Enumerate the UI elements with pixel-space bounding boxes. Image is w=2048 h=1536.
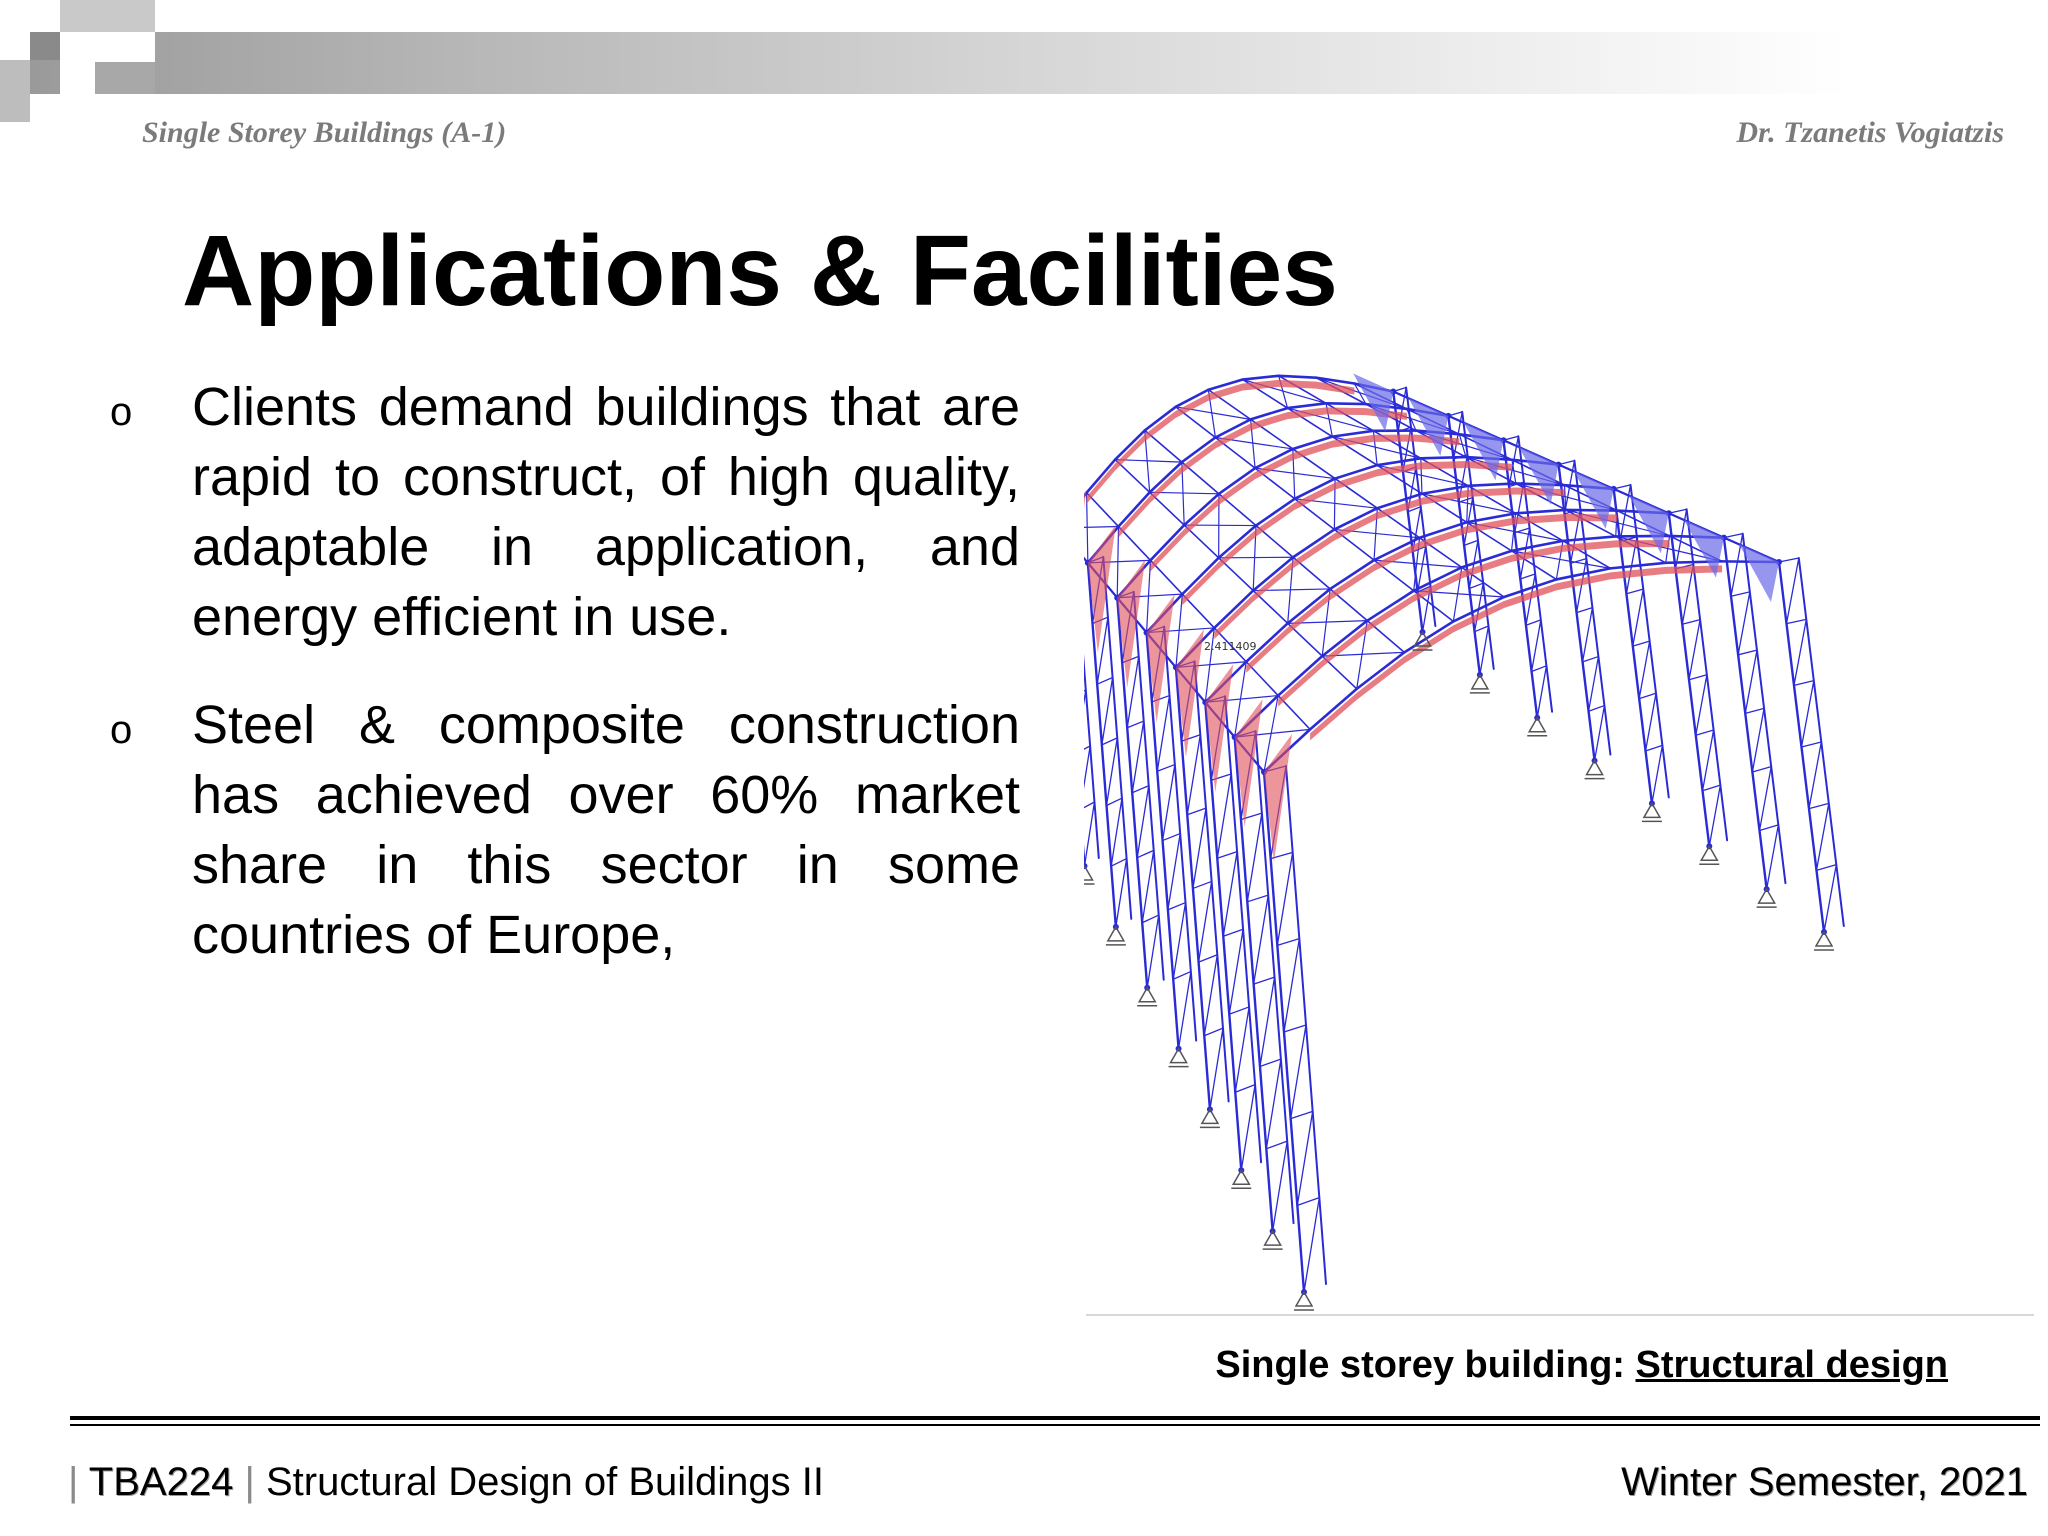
frame-member bbox=[1266, 1059, 1281, 1149]
footer-course bbox=[68, 1460, 824, 1505]
frame-member bbox=[1745, 708, 1764, 713]
footer-separator: | bbox=[68, 1460, 79, 1504]
frame-member bbox=[1646, 693, 1656, 751]
frame-member bbox=[1532, 620, 1541, 672]
frame-member bbox=[1526, 620, 1541, 625]
frame-member bbox=[1745, 650, 1757, 713]
frame-member bbox=[1304, 1198, 1319, 1292]
frame-member bbox=[1157, 696, 1169, 772]
pin-support-icon bbox=[1084, 866, 1095, 884]
frame-member bbox=[1626, 589, 1643, 594]
frame-member bbox=[1107, 738, 1118, 806]
moment-diagram-knee bbox=[1117, 560, 1145, 688]
frame-member bbox=[1787, 558, 1799, 624]
frame-member bbox=[1689, 620, 1700, 680]
decor-square bbox=[60, 0, 155, 32]
frame-member bbox=[1277, 939, 1299, 946]
frame-member bbox=[1475, 626, 1489, 632]
frame-member bbox=[1137, 850, 1154, 857]
frame-member bbox=[1459, 498, 1473, 503]
frame-member bbox=[1084, 690, 1086, 753]
frame-member bbox=[1247, 813, 1262, 902]
decor-square bbox=[95, 62, 155, 94]
frame-member bbox=[1589, 706, 1605, 712]
frame-member bbox=[1696, 675, 1707, 736]
frame-member bbox=[1223, 929, 1243, 936]
frame-member bbox=[1277, 852, 1292, 945]
decor-square bbox=[0, 60, 30, 122]
frame-member bbox=[1142, 850, 1154, 922]
frame-member bbox=[1297, 1111, 1312, 1205]
frame-member bbox=[1639, 693, 1656, 698]
frame-member bbox=[1779, 558, 1799, 562]
moment-diagram-knee bbox=[1088, 525, 1116, 653]
frame-member bbox=[1610, 563, 1665, 569]
frame-member bbox=[1516, 510, 1566, 513]
frame-member bbox=[1179, 972, 1191, 1049]
frame-member bbox=[1288, 403, 1327, 408]
bullet-list bbox=[110, 372, 1020, 1008]
frame-member bbox=[1703, 730, 1714, 791]
frame-member bbox=[1187, 735, 1200, 815]
frame-member bbox=[1752, 708, 1764, 772]
frame-member bbox=[1254, 895, 1269, 984]
frame-member bbox=[1682, 564, 1693, 624]
frame-member bbox=[1163, 834, 1181, 841]
frame-member bbox=[1163, 765, 1175, 841]
frame-member bbox=[1127, 721, 1144, 728]
frame-member bbox=[1279, 376, 1316, 378]
frame-member bbox=[1102, 738, 1117, 745]
frame-member bbox=[1217, 774, 1231, 858]
frame-member bbox=[1107, 798, 1122, 805]
frame-member bbox=[1142, 915, 1159, 923]
frame-member bbox=[1802, 742, 1822, 747]
frame-member bbox=[1652, 745, 1662, 803]
frame-member bbox=[1204, 1028, 1223, 1036]
frame-member bbox=[1157, 765, 1175, 772]
frame-member bbox=[1260, 977, 1275, 1066]
frame-member bbox=[1787, 619, 1807, 623]
frame-member bbox=[1210, 1028, 1223, 1109]
frame-member bbox=[1118, 492, 1149, 526]
frame-member bbox=[1760, 767, 1772, 831]
frame-member bbox=[1577, 608, 1593, 613]
bullet-marker: o bbox=[110, 390, 133, 434]
frame-member bbox=[1595, 706, 1605, 761]
frame-member bbox=[1532, 666, 1547, 672]
frame-member bbox=[1583, 608, 1593, 662]
frame-member bbox=[1085, 802, 1095, 866]
frame-member bbox=[1297, 1198, 1319, 1206]
frame-member bbox=[1284, 1025, 1306, 1032]
frame-member bbox=[1469, 583, 1483, 588]
frame-member bbox=[1204, 955, 1217, 1036]
frame-member bbox=[1260, 1059, 1281, 1066]
frame-member bbox=[1291, 1111, 1313, 1118]
frame-member bbox=[1173, 903, 1185, 980]
frame-member bbox=[1767, 825, 1779, 889]
frame-member bbox=[1515, 528, 1530, 533]
slide-title: Applications & Facilities bbox=[182, 215, 1338, 327]
frame-member bbox=[1235, 1007, 1249, 1092]
support-icons bbox=[1084, 632, 1834, 1310]
figure-annotation: 2.411409 bbox=[1204, 640, 1257, 653]
frame-member bbox=[1102, 678, 1113, 745]
frame-member bbox=[1646, 745, 1663, 751]
frame-member bbox=[1696, 730, 1714, 735]
frame-member bbox=[1709, 785, 1720, 846]
frame-member bbox=[1731, 592, 1750, 596]
bullet-marker: o bbox=[110, 708, 133, 752]
frame-member bbox=[1111, 798, 1122, 866]
figure-divider bbox=[1086, 1314, 2034, 1316]
frame-member bbox=[1219, 526, 1256, 558]
frame-member bbox=[1824, 865, 1836, 932]
frame-member bbox=[1284, 939, 1299, 1032]
frame-member bbox=[1168, 834, 1180, 910]
frame-member bbox=[1137, 786, 1149, 858]
frame-member bbox=[1794, 681, 1814, 686]
frame-member bbox=[1084, 746, 1090, 810]
frame-member bbox=[1116, 859, 1127, 927]
frame-member bbox=[1326, 403, 1366, 404]
frame-member bbox=[1639, 641, 1649, 698]
frame-member bbox=[1243, 376, 1279, 380]
caption-link[interactable]: Structural design bbox=[1635, 1344, 1948, 1386]
frame-member bbox=[1520, 574, 1535, 579]
frame-members bbox=[1084, 376, 1844, 1295]
moment-diagrams bbox=[1084, 374, 1779, 863]
moment-diagram-knee bbox=[1084, 490, 1087, 618]
footer-course-name: Structural Design of Buildings II bbox=[265, 1460, 824, 1504]
decor-square bbox=[30, 94, 95, 122]
frame-member bbox=[1689, 675, 1707, 680]
footer-divider bbox=[70, 1416, 2040, 1420]
frame-member bbox=[1537, 666, 1546, 718]
footer-semester: Winter Semester, 2021 bbox=[1621, 1460, 2028, 1504]
header-gradient-bar bbox=[30, 32, 1850, 94]
frame-member bbox=[1229, 1007, 1249, 1014]
footer-divider bbox=[70, 1424, 2040, 1426]
frame-member bbox=[1132, 721, 1144, 793]
frame-member bbox=[1084, 527, 1118, 528]
frame-member bbox=[1802, 681, 1814, 747]
caption-prefix: Single storey building: bbox=[1215, 1344, 1636, 1386]
frame-member bbox=[1193, 881, 1212, 888]
frame-member bbox=[1738, 650, 1757, 655]
frame-member bbox=[1464, 540, 1478, 545]
frame-member bbox=[1357, 652, 1405, 688]
frame-member bbox=[1254, 977, 1275, 984]
frame-member bbox=[1809, 742, 1821, 809]
decor-square bbox=[30, 32, 60, 60]
footer-separator: | bbox=[244, 1460, 255, 1504]
frame-member bbox=[1229, 929, 1243, 1014]
frame-member bbox=[1738, 592, 1750, 655]
figure-caption bbox=[1215, 1344, 1948, 1387]
footer-course-code: TBA224 bbox=[88, 1460, 234, 1504]
frame-member bbox=[1214, 591, 1253, 628]
frame-member bbox=[1583, 657, 1599, 662]
frame-member bbox=[1087, 460, 1116, 493]
frame-member bbox=[1326, 403, 1373, 431]
frame-member bbox=[1817, 865, 1837, 871]
frame-member bbox=[1682, 620, 1700, 625]
frame-member bbox=[1563, 536, 1616, 540]
frame-member bbox=[1633, 641, 1650, 646]
frame-member bbox=[1241, 1085, 1255, 1171]
frame-member bbox=[1199, 955, 1218, 962]
frame-member bbox=[1182, 558, 1218, 594]
frame-member bbox=[1589, 657, 1599, 712]
frame-member bbox=[1322, 621, 1367, 656]
frame-member bbox=[1760, 825, 1779, 831]
frame-member bbox=[1273, 1141, 1288, 1231]
frame-member bbox=[1809, 803, 1829, 808]
header-course-section: Single Storey Buildings (A-1) bbox=[142, 116, 507, 149]
steel-frame-structural-model bbox=[1084, 372, 2036, 1312]
frame-member bbox=[1703, 785, 1721, 791]
header-author: Dr. Tzanetis Vogiatzis bbox=[1736, 116, 2004, 149]
frame-member bbox=[1147, 915, 1159, 988]
frame-member bbox=[1752, 767, 1771, 772]
frame-member bbox=[1173, 972, 1191, 980]
frame-member bbox=[1150, 525, 1184, 560]
bullet-text: Clients demand buildings that are rapid to construct, of high quality, adaptable in application, and energy efficient in use. bbox=[192, 377, 1020, 647]
bullet-item bbox=[110, 690, 1020, 970]
frame-member bbox=[1817, 803, 1829, 870]
frame-member bbox=[1097, 678, 1112, 685]
frame-member bbox=[1168, 903, 1186, 910]
frame-member bbox=[1223, 852, 1237, 937]
frame-member bbox=[1794, 619, 1806, 685]
moment-diagram-knee bbox=[1205, 664, 1233, 792]
frame-member bbox=[1278, 656, 1322, 695]
frame-member bbox=[1235, 1085, 1255, 1093]
frame-member bbox=[1310, 689, 1357, 730]
frame-member bbox=[1291, 1025, 1306, 1119]
frame-member bbox=[1247, 895, 1268, 902]
frame-member bbox=[1193, 808, 1206, 888]
bullet-item bbox=[110, 372, 1020, 652]
frame-member bbox=[1288, 589, 1330, 623]
frame-member bbox=[1187, 808, 1206, 815]
frame-member bbox=[1217, 852, 1237, 859]
frame-member bbox=[1480, 626, 1489, 675]
bullet-text: Steel & composite construction has achieved over 60% market share in this sector in some countries of Europe, bbox=[192, 695, 1020, 965]
frame-member bbox=[1132, 786, 1149, 793]
frame-member bbox=[1111, 859, 1126, 867]
frame-member bbox=[1253, 557, 1293, 590]
frame-member bbox=[1199, 881, 1212, 962]
frame-member bbox=[1266, 1141, 1287, 1149]
frame-member bbox=[1633, 589, 1643, 646]
